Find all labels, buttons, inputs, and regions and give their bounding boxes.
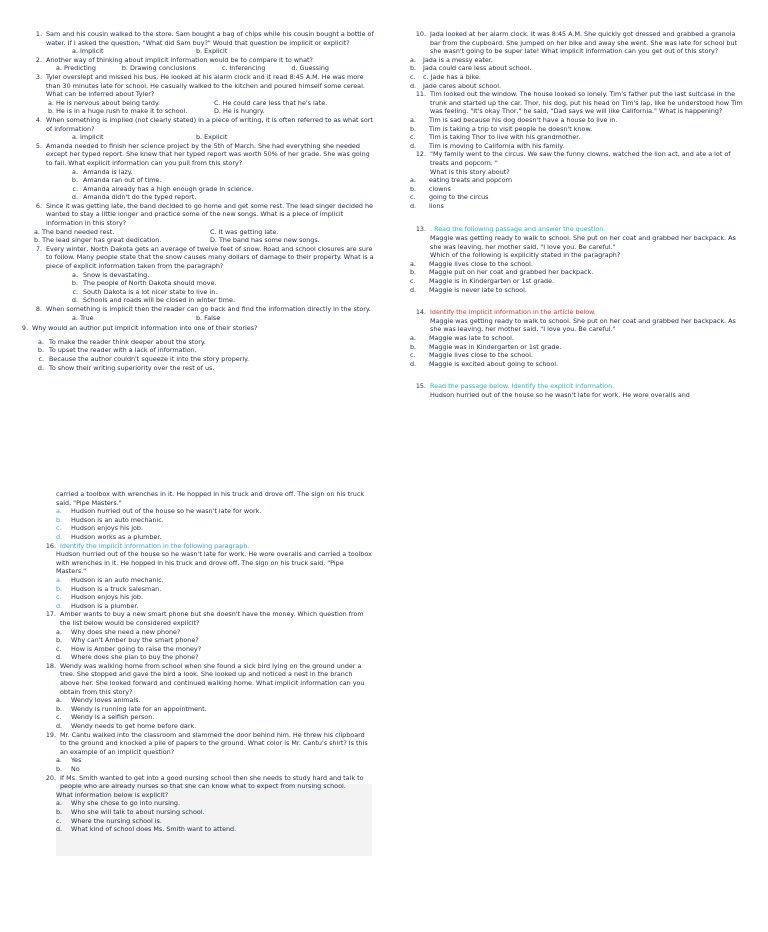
option-c: c. Hudson enjoys his job. [56, 593, 144, 602]
option-b: b. Why can't Amber buy the smart phone? [56, 636, 199, 645]
question-text: Mr. Cantu walked into the classroom and slammed the door behind him. He threw his clipboard to the ground and knocked a pile of papers to the ground. What color is Mr. Cantu's shirt? Is this an example of an implicit question? [60, 730, 368, 756]
option-b: b. False [196, 313, 221, 322]
question-instruction: Read the passage below. Identify the explicit information. [430, 382, 615, 391]
option-d: d. Amanda didn't do the typed report. [71, 193, 197, 202]
option-a: a. Snow is devastating. [72, 270, 150, 279]
question-text: Maggie was getting ready to walk to school. She put on her coat and grabbed her backpack. As she was leaving, her mother said, "I love you. Be careful." [430, 234, 736, 251]
option-d: d. Jade cares about school. [410, 81, 502, 90]
question-text: Hudson hurried out of the house so he wasn't late for work. He wore overalls and [430, 390, 690, 399]
question-5: 5. Amanda needed to finish her science project by the 5th of March. She had everything she needed except her typed report. She knew that her typed report was worth 50% of her grade. She was going to fail. What explicit information can you pull from this story? a. Amanda is lazy. b. Amanda ran out of time. c. Amanda already has a high enough grade in science. d. Amanda didn't do the typed report. [26, 142, 378, 202]
option-c: c. South Dakota is a lot nicer state to live in. [72, 287, 218, 296]
option-d: d. What kind of school does Ms. Smith want to attend. [56, 825, 237, 834]
option-d: d. Where does she plan to buy the phone? [56, 653, 199, 662]
option-b: b. He is in a huge rush to make it to school. [48, 107, 188, 116]
question-text: Amanda needed to finish her science project by the 5th of March. She had everything she needed except her typed report. She knew that her typed report was worth 50% of her grade. She was going to fail. What explicit information can you pull from this story? [46, 141, 370, 167]
option-d: D. He is hungry. [214, 107, 265, 116]
question-19: 19. Mr. Cantu walked into the classroom and slammed the door behind him. He threw his clipboard to the ground and knocked a pile of papers to the ground. What color is Mr. Cantu's shirt? Is this an example of an implicit question? a. Yes b. No [40, 731, 372, 774]
option-c: c. Where the nursing school is. [56, 816, 162, 825]
question-13: 13. . Read the following passage and answer the question. Maggie was getting ready to walk to school. She put on her coat and grabbed her backpack. As she was leaving, her mother said, "I love you. Be careful." Which of the following is explicitly stated in the paragraph? a. Maggie lives close to the school. b. Maggie put on her coat and grabbed her backpack. c. Maggie is in Kindergarten or 1st grade. d. Maggie is never late to school. [410, 225, 748, 294]
option-b: b. Who she will talk to about nursing school. [56, 807, 205, 816]
question-prompt: Which of the following is explicitly stated in the paragraph? [430, 251, 621, 260]
option-a: a. True [72, 313, 94, 322]
option-c: c. Inferencing [221, 64, 266, 73]
question-prompt: What information below is explicit? [56, 790, 169, 799]
option-b: b. To upset the reader with a lack of information. [37, 346, 197, 355]
option-a: a. Hudson is an auto mechanic. [56, 575, 164, 584]
question-7: 7. Every winter, North Dakota gets an average of twelve feet of snow. Road and school closures are sure to follow. Many people state that the snow causes many dollars of damage to their property. What is a piece of explicit information taken from the paragraph? a. Snow is devastating. b. The people of North Dakota should move. c. South Dakota is a lot nicer state to live in. d. Schools and roads will be closed in winter time. [26, 245, 378, 305]
option-b: b. Explicit [196, 47, 228, 56]
option-a: a. Amanda is lazy. [72, 167, 133, 176]
question-3: 3. Tyler overslept and missed his bus. He looked at his alarm clock and it read 8:45 A.M. He was more than 30 minutes late for school. He casually walked to the kitchen and poured himself some cereal. What can be inferred about Tyler? a. He is nervous about being tardy. C. He could care less that he's late. b. He is in a huge rush to make it to school. D. He is hungry. [26, 73, 378, 116]
option-b: b. Drawing conclusions [121, 64, 196, 73]
left-column [21, 30, 378, 372]
question-15-continued [40, 490, 372, 542]
option-a: a. Why she chose to go into nursing. [56, 799, 180, 808]
option-b: b. Maggie was in Kindergarten or 1st grade. [410, 342, 562, 351]
question-text: When something is implied (not clearly stated) in a piece of writing, it is often referred to as what sort of information? [46, 115, 373, 133]
option-d: d. lions [410, 201, 444, 210]
option-c: c. How is Amber going to raise the money? [56, 644, 202, 653]
option-b: b. Explicit [196, 133, 228, 142]
option-a: a. Why does she need a new phone? [56, 627, 181, 636]
question-text: When something is implicit then the reader can go back and find the information directly in the story. [46, 305, 371, 313]
option-c: c. Tim is taking Thor to live with his grandmother. [410, 133, 581, 142]
option-b: b. No [56, 765, 80, 773]
option-a: a. Tim is sad because his dog doesn't have a house to live in. [410, 115, 618, 124]
option-b: b. Tim is taking a trip to visit people he doesn't know. [410, 124, 593, 133]
option-d: d. Maggie is excited about going to school. [410, 359, 559, 368]
question-2: 2. Another way of thinking about implicit information would be to compare it to what? a. Predicting b. Drawing conclusions c. Inferencing d. Guessing [26, 56, 378, 73]
question-text: If Ms. Smith wanted to get into a good nursing school then she needs to study hard and talk to people who are already nurses so that she can know what to expect from nursing school. [60, 773, 364, 791]
option-b: b. The lead singer has great dedication. [34, 236, 162, 245]
question-text: Why would an author put implicit information into one of their stories? [32, 324, 258, 333]
option-c: c. Maggie is in Kindergarten or 1st grade. [410, 277, 555, 286]
question-text: carried a toolbox with wrenches in it. He hopped in his truck and drove off. The sign on his truck said, "Pipe Masters." [56, 490, 365, 507]
option-b: b. Hudson is a truck salesman. [56, 584, 162, 593]
option-c: c. Hudson enjoys his job. [56, 524, 144, 533]
question-4: 4. When something is implied (not clearly stated) in a piece of writing, it is often referred to as what sort of information? a. Implicit b. Explicit [26, 116, 378, 142]
option-a: a. Predicting [56, 64, 96, 73]
option-a: a. Implicit [72, 47, 104, 56]
question-14: 14. Identify the implicit information in the article below. Maggie was getting ready to walk to school. She put on her coat and grabbed her backpack. As she was leaving, her mother said, "I love you. Be careful." a. Maggie was late to school. b. Maggie was in Kindergarten or 1st grade. c. Maggie lives close to the school. d. Maggie is excited about going to school. [410, 308, 748, 368]
option-d: d. Hudson is a plumber. [56, 601, 139, 610]
option-d: d. Hudson works as a plumber. [56, 532, 162, 541]
question-text: Tim looked out the window. The house looked so lonely. Tim's father put the last suitcase in the trunk and started up the car. Thor, his dog, put his head on Tim's lap, like he understood how Tim was feeling. "It's okay Thor," he said, "Dad says we will like California." What is happening? [430, 90, 743, 116]
option-b: b. Wendy is running late for an appointment. [56, 704, 207, 713]
option-d: d. Maggie is never late to school. [410, 285, 527, 294]
question-8: 8. When something is implicit then the reader can go back and find the information directly in the story. a. True b. False [26, 305, 378, 322]
question-15: 15. Read the passage below. Identify the explicit information. Hudson hurried out of the house so he wasn't late for work. He wore overalls and [410, 382, 748, 399]
question-1: 1. Sam and his cousin walked to the store. Sam bought a bag of chips while his cousin bought a bottle of water. If I asked the question, "What did Sam buy?" Would that question be implicit or explicit? a. Implicit b. Explicit [26, 30, 378, 56]
question-text: Jada looked at her alarm clock. It was 8:45 A.M. She quickly got dressed and grabbed a granola bar from the cupboard. She jumped on her bike and away she went. She was late for school but she wasn't going to be super late! What implicit information can you get out of this story? [430, 30, 738, 56]
question-6: 6. Since it was getting late, the band decided to go home and get some rest. The lead singer decided he wanted to stay a little longer and practice some of the new songs. What is a piece of implicit information in this story? a. The band needed rest. C. It was getting late. b. The lead singer has great dedication. D. The band has some new songs. [26, 202, 378, 245]
question-18: 18. Wendy was walking home from school when she found a sick bird lying on the ground under a tree. She stopped and gave the bird a look. She looked up and noticed a nest in the branch above her. She looked forward and continued walking home. What implicit information can you obtain from this story? a. Wendy loves animals. b. Wendy is running late for an appointment. c. Wendy is a selfish person. d. Wendy needs to get home before dark. [40, 662, 372, 731]
question-text: Hudson hurried out of the house so he wasn't late for work. He wore overalls and carried a toolbox with wrenches in it. He hopped in his truck and drove off. The sign on his truck said, "Pipe Masters." [56, 550, 372, 576]
option-d: d. To show their writing superiority over the rest of us. [37, 363, 215, 372]
option-b: b. The people of North Dakota should move. [71, 279, 217, 288]
option-d: d. Schools and roads will be closed in winter time. [71, 296, 235, 305]
option-b: b. Maggie put on her coat and grabbed her backpack. [410, 268, 594, 277]
option-a: a. To make the reader think deeper about the story. [38, 337, 206, 346]
option-b: b. clowns [410, 184, 451, 193]
question-text: Another way of thinking about implicit information would be to compare it to what? [46, 55, 313, 64]
question-12: 12. "My family went to the circus. We saw the funny clowns, watched the lion act, and ate a lot of treats and popcorn. " What is this story about? a. eating treats and popcorn b. clowns c. going to the circus d. lions [410, 150, 748, 210]
question-text: Since it was getting late, the band decided to go home and get some rest. The lead singer decided he wanted to stay a little longer and practice some of the new songs. What is a piece of implicit information in this story? [46, 201, 373, 228]
option-c: c. Because the author couldn't squeeze it into the story properly. [38, 354, 250, 363]
option-c: c. Wendy is a selfish person. [56, 713, 155, 722]
question-17: 17. Amber wants to buy a new smart phone but she doesn't have the money. Which question from the list below would be considered explicit? a. Why does she need a new phone? b. Why can't Amber buy the smart phone? c. How is Amber going to raise the money? d. Where does she plan to buy the phone? [40, 610, 372, 662]
option-a: a. Yes [56, 756, 82, 765]
question-16: 16. Identify the implicit information in the following paragraph. Hudson hurried out of the house so he wasn't late for work. He wore overalls and carried a toolbox with wrenches in it. He hopped in his truck and drove off. The sign on his truck said, "Pipe Masters." a. Hudson is an auto mechanic. b. Hudson is a truck salesman. c. Hudson enjoys his job. d. Hudson is a plumber. [40, 542, 372, 611]
question-text: "My family went to the circus. We saw the funny clowns, watched the lion act, and ate a lot of treats and popcorn. " [430, 150, 731, 167]
option-a: a. He is nervous about being tardy. [48, 98, 160, 107]
question-prompt: What is this story about? [430, 167, 510, 176]
option-a: a. The band needed rest. [34, 227, 115, 236]
option-c: C. It was getting late. [210, 227, 279, 236]
option-d: d. Tim is moving to California with his family. [410, 141, 565, 150]
option-a: a. Maggie was late to school. [410, 334, 514, 342]
question-text: Sam and his cousin walked to the store. Sam bought a bag of chips while his cousin bought a bottle of water. If I asked the question, "What did Sam buy?" Would that question be implicit or explicit? [46, 30, 374, 47]
question-9: 9. Why would an author put implicit information into one of their stories? a. To make the reader think deeper about the story. b. To upset the reader with a lack of information. c. Because the author couldn't squeeze it into the story properly. d. To show their writing superiority over the rest of us. [14, 324, 378, 372]
question-11: 11. Tim looked out the window. The house looked so lonely. Tim's father put the last suitcase in the trunk and started up the car. Thor, his dog, put his head on Tim's lap, like he understood how Tim was feeling. "It's okay Thor," he said, "Dad says we will like California." What is happening? a. Tim is sad because his dog doesn't have a house to live in. b. Tim is taking a trip to visit people he doesn't know. c. Tim is taking Thor to live with his grandmother. d. Tim is moving to California with his family. [410, 90, 748, 150]
question-instruction: Identify the implicit information in the article below. [430, 308, 596, 317]
question-text: Every winter, North Dakota gets an average of twelve feet of snow. Road and school closures are sure to follow. Many people state that the snow causes many dollars of damage to their property. What is a piece of explicit information taken from the paragraph? [46, 244, 374, 271]
option-c: C. He could care less that he's late. [214, 98, 328, 107]
bottom-column [40, 490, 372, 834]
option-c: c. going to the circus [410, 193, 489, 202]
question-20: 20. If Ms. Smith wanted to get into a good nursing school then she needs to study hard and talk to people who are already nurses so that she can know what to expect from nursing school. What information below is explicit? a. Why she chose to go into nursing. b. Who she will talk to about nursing school. c. Where the nursing school is. d. What kind of school does Ms. Smith want to attend. [40, 774, 372, 834]
option-c: c. Amanda already has a high enough grade in science. [72, 184, 254, 193]
question-text: Amber wants to buy a new smart phone but she doesn't have the money. Which question from the list below would be considered explicit? [60, 610, 364, 627]
option-b: b. Hudson is an auto mechanic. [56, 515, 164, 524]
option-a: a. eating treats and popcorn [410, 176, 513, 185]
option-c: c. c. Jade has a bike. [410, 72, 481, 81]
option-a: a. Implicit [72, 133, 104, 142]
option-d: d. Wendy needs to get home before dark. [56, 722, 197, 731]
option-b: b. Amanda ran out of time. [71, 176, 162, 185]
option-a: a. Hudson hurried out of the house so he wasn't late for work. [56, 507, 262, 516]
option-a: a. Wendy loves animals. [56, 696, 141, 705]
option-d: d. Guessing [291, 64, 329, 73]
question-text: Maggie was getting ready to walk to school. She put on her coat and grabbed her backpack. As she was leaving, her mother said, "I love you. Be careful." [430, 316, 736, 334]
option-a: a. Jada is a messy eater. [410, 55, 493, 64]
right-column [410, 30, 748, 400]
option-b: b. Jada could care less about school. [410, 64, 532, 73]
option-c: c. Maggie lives close to the school. [410, 351, 533, 360]
option-d: D. The band has some new songs. [210, 236, 320, 245]
question-text: Wendy was walking home from school when she found a sick bird lying on the ground under a tree. She stopped and gave the bird a look. She looked up and noticed a nest in the branch above her. She looked forward and continued walking home. What implicit information can you obtain from this story? [60, 661, 365, 696]
question-instruction: Identify the implicit information in the following paragraph. [60, 541, 250, 550]
question-10: 10. Jada looked at her alarm clock. It was 8:45 A.M. She quickly got dressed and grabbed a granola bar from the cupboard. She jumped on her bike and away she went. She was late for school but she wasn't going to be super late! What implicit information can you get out of this story? a. Jada is a messy eater. b. Jada could care less about school. c. c. Jade has a bike. d. Jade cares about school. [410, 30, 748, 90]
option-a: a. Maggie lives close to the school. [410, 259, 533, 268]
question-instruction: . Read the following passage and answer the question. [430, 225, 606, 234]
question-text: Tyler overslept and missed his bus. He looked at his alarm clock and it read 8:45 A.M. He was more than 30 minutes late for school. He casually walked to the kitchen and poured himself some cereal. What can be inferred about Tyler? [46, 72, 365, 99]
